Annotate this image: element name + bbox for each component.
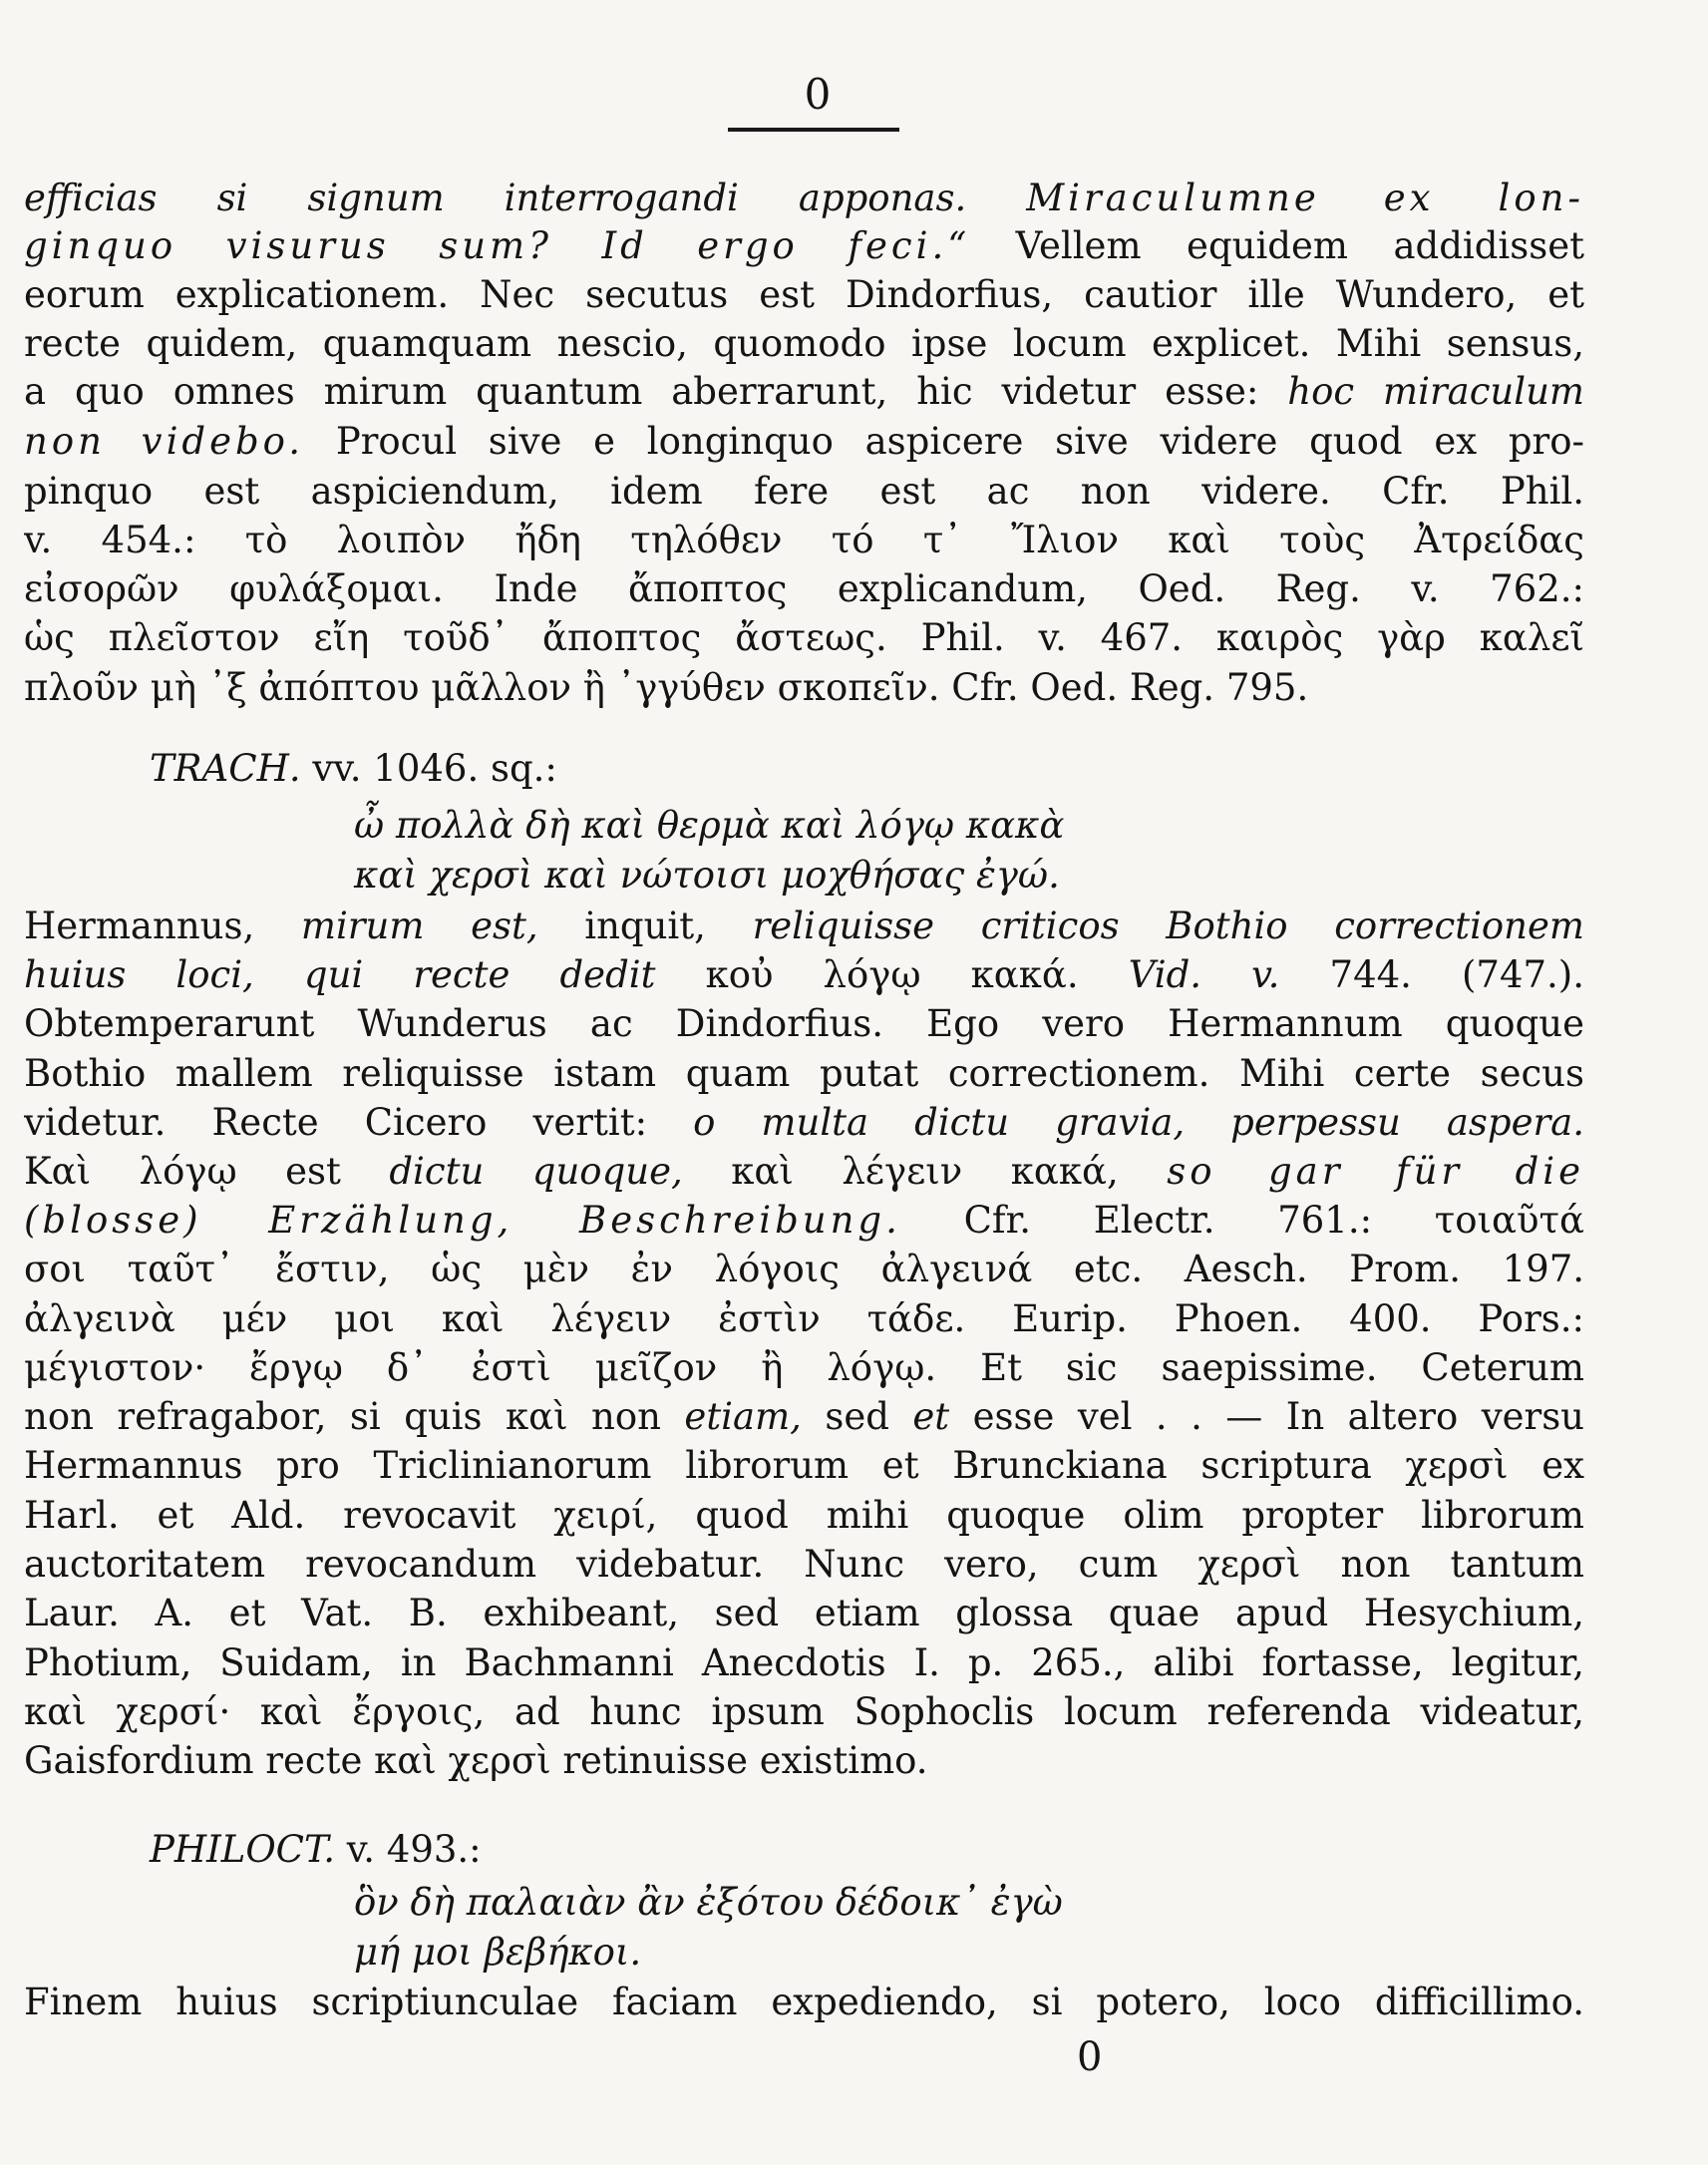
italic-text: huius loci, qui recte dedit [24, 953, 656, 996]
text-span: a quo omnes mirum quantum aberrarunt, hic videtur esse: [24, 370, 1288, 413]
verse-ref: vv. 1046. sq.: [300, 747, 557, 790]
italic-text: etiam, [684, 1395, 802, 1438]
text-line: Bothio mallem reliquisse istam quam putat correctionem. Mihi certe secus [24, 1052, 1584, 1095]
text-span: non refragabor, si quis καὶ non [24, 1395, 685, 1438]
text-line: Harl. et Ald. revocavit χειρί, quod mihi quoque olim propter librorum [24, 1494, 1584, 1537]
text-line: v. 454.: τὸ λοιπὸν ἤδη τηλόθεν τό τ᾽ Ἴλιον καὶ τοὺς Ἀτρείδας [24, 519, 1584, 561]
text-span: sed [801, 1395, 913, 1438]
text-span: Procul sive e longinquo aspicere sive videre quod ex pro- [304, 420, 1584, 463]
text-line [24, 369, 1584, 417]
section-heading-philoct [150, 1827, 482, 1873]
signature-mark: 0 [1077, 2034, 1103, 2080]
text-line [24, 1394, 1584, 1442]
text-line: eorum explicationem. Nec secutus est Dindorfius, cautior ille Wundero, et [24, 273, 1584, 316]
text-line [24, 952, 1584, 1000]
text-line [24, 419, 1584, 467]
italic-text: mirum est, [300, 904, 538, 947]
verse-line: ὃν δὴ παλαιὰν ἂν ἐξότου δέδοικ᾽ ἐγὼ [354, 1881, 1063, 1924]
italic-text: Vid. v. [1128, 953, 1280, 996]
text-line: Gaisfordium recte καὶ χερσὶ retinuisse existimo. [24, 1739, 928, 1782]
text-span: Cfr. Electr. 761.: τοιαῦτά [900, 1199, 1584, 1242]
verse-ref: v. 493.: [335, 1828, 482, 1871]
spaced-text: so gar für die [1167, 1150, 1584, 1193]
text-line [24, 223, 1584, 271]
text-line: Photium, Suidam, in Bachmanni Anecdotis I. p. 265., alibi fortasse, legitur, [24, 1641, 1584, 1684]
text-line [24, 176, 1584, 223]
text-span: καὶ λέγειν κακά, [682, 1150, 1168, 1193]
text-span: Vellem equidem addidisset [970, 224, 1584, 267]
heading-label: PHILOCT. [150, 1828, 335, 1871]
italic-text: et [912, 1395, 950, 1438]
text-line [24, 1198, 1584, 1246]
text-line: recte quidem, quamquam nescio, quomodo ipse locum explicet. Mihi sensus, [24, 322, 1584, 365]
header-rule [728, 128, 899, 132]
text-line: ἀλγεινὰ μέν μοι καὶ λέγειν ἐστὶν τάδε. Eurip. Phoen. 400. Pors.: [24, 1297, 1584, 1340]
text-line: auctoritatem revocandum videbatur. Nunc vero, cum χερσὶ non tantum [24, 1543, 1584, 1586]
text-span: Καὶ λόγῳ est [24, 1150, 390, 1193]
italic-text: ginquo visurus sum? Id ergo feci.“ [24, 224, 971, 267]
text-line: Finem huius scriptiunculae faciam expediendo, si potero, loco difficillimo. [24, 1981, 1584, 2023]
text-span: 744. (747.). [1279, 953, 1584, 996]
text-line [24, 903, 1584, 951]
text-span: Hermannus, [24, 904, 301, 947]
italic-text: hoc miraculum [1287, 370, 1584, 413]
text-line: Laur. A. et Vat. B. exhibeant, sed etiam glossa quae apud Hesychium, [24, 1592, 1584, 1634]
text-line: πλοῦν μὴ ᾽ξ ἀπόπτου μᾶλλον ἢ ᾽γγύθεν σκοπεῖν. Cfr. Oed. Reg. 795. [24, 666, 1309, 709]
text-line: σοι ταῦτ᾽ ἔστιν, ὡς μὲν ἐν λόγοις ἀλγεινά etc. Aesch. Prom. 197. [24, 1248, 1584, 1290]
text-line [24, 1100, 1584, 1148]
text-line: καὶ χερσί· καὶ ἔργοις, ad hunc ipsum Sophoclis locum referenda videatur, [24, 1690, 1584, 1733]
text-span: esse vel . . — In altero versu [949, 1395, 1584, 1438]
text-span: inquit, [537, 904, 753, 947]
text-span: κοὐ λόγῳ κακά. [655, 953, 1129, 996]
text-line: μέγιστον· ἔργῳ δ᾽ ἐστὶ μεῖζον ἢ λόγῳ. Et sic saepissime. Ceterum [24, 1346, 1584, 1389]
italic-text: dictu quoque, [389, 1150, 683, 1193]
text-line: Hermannus pro Triclinianorum librorum et Brunckiana scriptura χερσὶ ex [24, 1444, 1584, 1487]
text-line: Obtemperarunt Wunderus ac Dindorfius. Ego vero Hermannum quoque [24, 1002, 1584, 1045]
text-span: videtur. Recte Cicero vertit: [24, 1101, 694, 1144]
spaced-text: (blosse) Erzählung, Beschreibung. [24, 1199, 901, 1242]
italic-text: non videbo. [24, 420, 305, 463]
section-heading-trach [150, 746, 557, 792]
verse-line: καὶ χερσὶ καὶ νώτοισι μοχθήσας ἐγώ. [354, 854, 1060, 897]
spaced-text: Miraculumne ex lon- [1026, 177, 1584, 219]
text-line: ὡς πλεῖστον εἴη τοῦδ᾽ ἄποπτος ἄστεως. Phil. v. 467. καιρὸς γὰρ καλεῖ [24, 616, 1584, 659]
italic-text: o multa dictu gravia, perpessu aspera. [693, 1101, 1584, 1144]
italic-text: reliquisse criticos Bothio correctionem [752, 904, 1584, 947]
verse-line: ὦ πολλὰ δὴ καὶ θερμὰ καὶ λόγῳ κακὰ [354, 804, 1065, 847]
text-line: εἰσορῶν φυλάξομαι. Inde ἄποπτος explicandum, Oed. Reg. v. 762.: [24, 567, 1584, 610]
italic-text: efficias si signum interrogandi apponas. [24, 177, 1027, 219]
heading-label: TRACH. [150, 747, 301, 790]
page-number: 0 [804, 70, 832, 119]
verse-line: μή μοι βεβήκοι. [354, 1931, 642, 1974]
text-line [24, 1149, 1584, 1197]
text-line: pinquo est aspiciendum, idem fere est ac non videre. Cfr. Phil. [24, 470, 1584, 513]
